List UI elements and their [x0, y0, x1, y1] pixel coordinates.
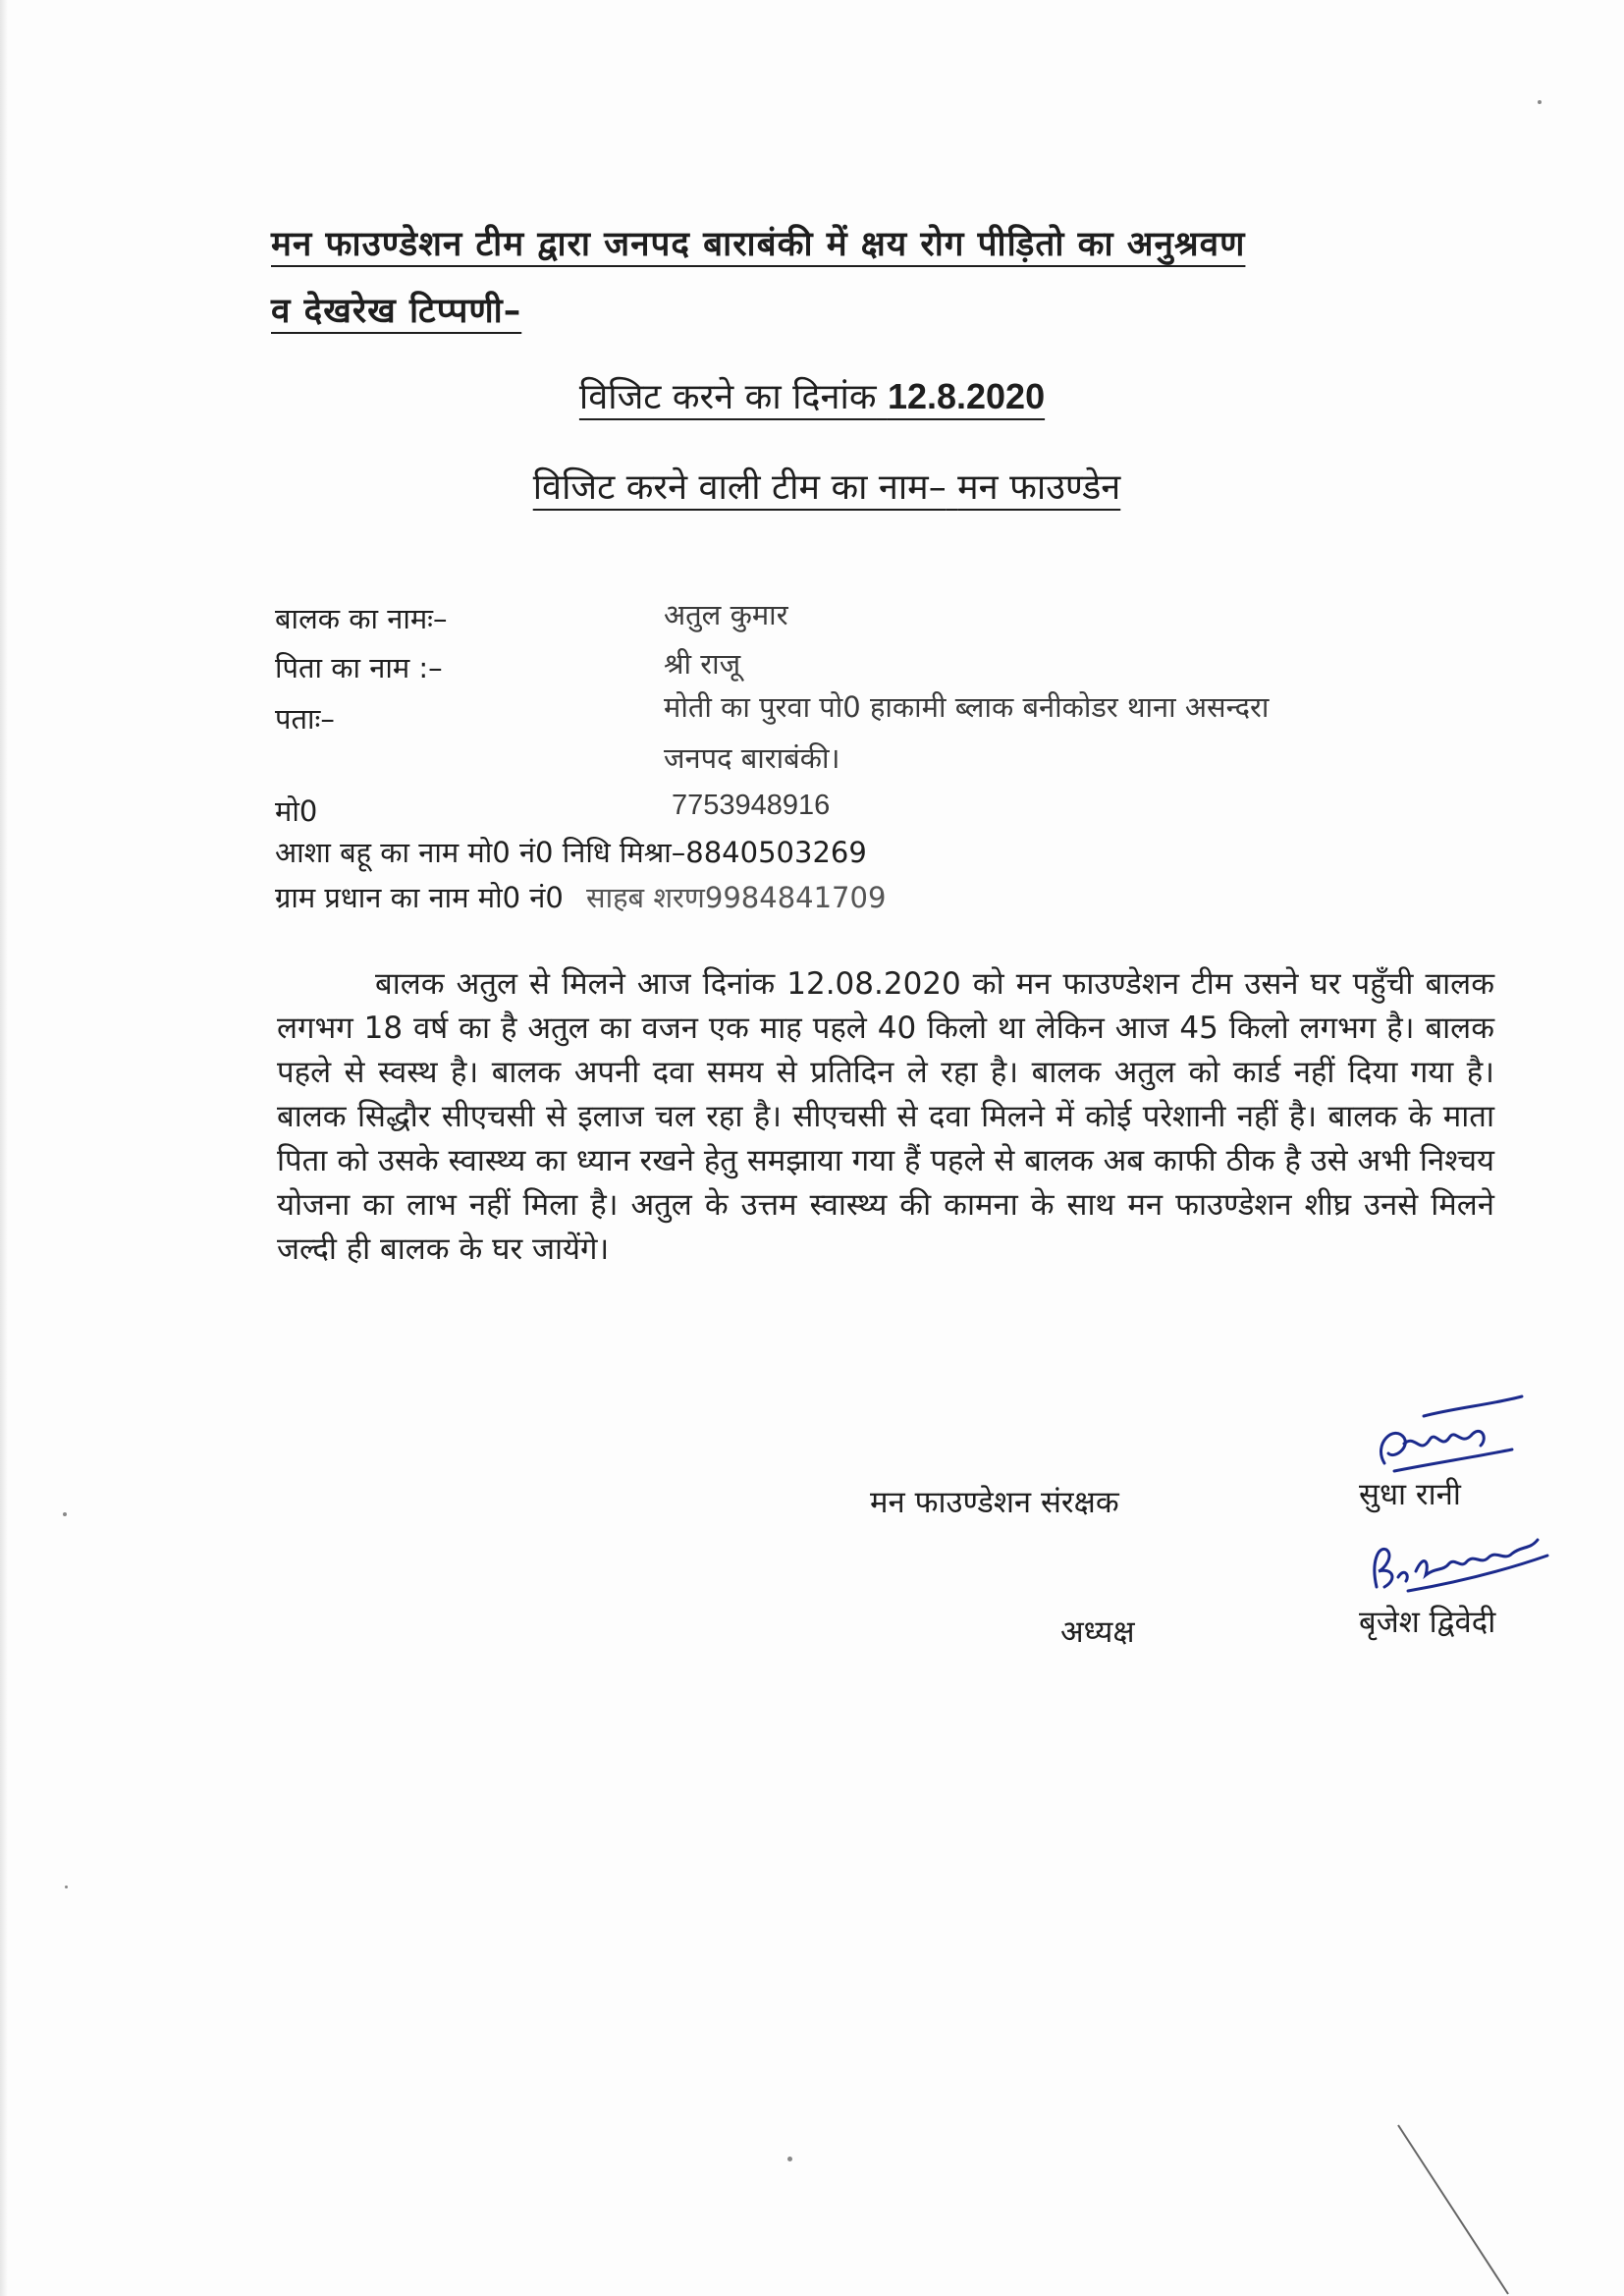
scan-dot [65, 1886, 68, 1888]
mobile-value: 7753948916 [672, 790, 831, 821]
visit-date-value: 12.8.2020 [887, 376, 1046, 416]
report-paragraph: बालक अतुल से मिलने आज दिनांक 12.08.2020 को मन फाउण्डेशन टीम उसने घर पहुँची बालक लगभग 18 वर्ष का है अतुल का वजन एक माह पहले 40 किलो था लेकिन आज 45 किलो लगभग है। बालक पहले से स्वस्थ है। बालक अपनी दवा समय से प्रतिदिन ले रहा है। बालक अतुल को कार्ड नहीं दिया गया है। बालक सिद्धौर सीएचसी से इलाज चल रहा है। सीएचसी से दवा मिलने में कोई परेशानी नहीं है। बालक के माता पिता को उसके स्वास्थ्य का ध्यान रखने हेतु समझाया गया हैं पहले से बालक अब काफी ठीक है उसे अभी निश्चय योजना का लाभ नहीं मिला है। अतुल के उत्तम स्वास्थ्य की कामना के साथ मन फाउण्डेशन शीघ्र उनसे मिलने जल्दी ही बालक के घर जायेंगे। [277, 966, 1495, 1267]
president-signature [1365, 1532, 1551, 1601]
pradhan-line [275, 878, 886, 916]
scan-dot [63, 1512, 67, 1516]
asha-line [275, 833, 867, 871]
scan-dot [787, 2157, 792, 2161]
asha-label: आशा बहू का नाम मो0 नं0 [275, 836, 554, 869]
scan-edge-line [1394, 2121, 1512, 2296]
father-name-value: श्री राजू [664, 647, 741, 681]
pradhan-label: ग्राम प्रधान का नाम मो0 नं0 [275, 881, 564, 914]
visit-team-wrapper [533, 467, 1121, 508]
child-name-label: बालक का नामः– [275, 602, 448, 635]
visit-team-value: मन फाउण्डेन [957, 467, 1121, 508]
mobile-label: मो0 [275, 794, 318, 828]
address-line-2: जनपद बाराबंकी। [664, 741, 840, 775]
visit-date-label: विजिट करने का दिनांक [578, 377, 877, 417]
visit-team-line [0, 462, 1624, 510]
patron-signature [1365, 1394, 1532, 1483]
visit-team-label: विजिट करने वाली टीम का नाम– [532, 467, 947, 508]
document-title-line-1: मन फाउण्डेशन टीम द्वारा जनपद बाराबंकी में क्षय रोग पीड़ितो का अनुश्रवण [271, 225, 1246, 264]
pradhan-value: साहब शरण9984841709 [586, 881, 887, 914]
visit-date-line [0, 371, 1624, 419]
scan-dot [1538, 100, 1542, 104]
child-name-value: अतुल कुमार [664, 598, 788, 631]
patron-name: सुधा रानी [1359, 1477, 1461, 1512]
address-label: पताः– [275, 702, 335, 736]
father-name-label: पिता का नाम :– [275, 651, 443, 684]
president-name: बृजेश द्विवेदी [1359, 1605, 1496, 1640]
document-title-line-2: व देखरेख टिप्पणी– [271, 292, 522, 331]
address-line-1: मोती का पुरवा पो0 हाकामी ब्लाक बनीकोडर थाना असन्दरा [664, 690, 1270, 724]
visit-date-wrapper [579, 377, 1045, 417]
president-label: अध्यक्ष [1060, 1614, 1135, 1650]
scan-left-shadow [0, 0, 8, 2296]
asha-value: निधि मिश्रा–8840503269 [562, 836, 867, 869]
patron-label: मन फाउण्डेशन संरक्षक [870, 1485, 1119, 1520]
